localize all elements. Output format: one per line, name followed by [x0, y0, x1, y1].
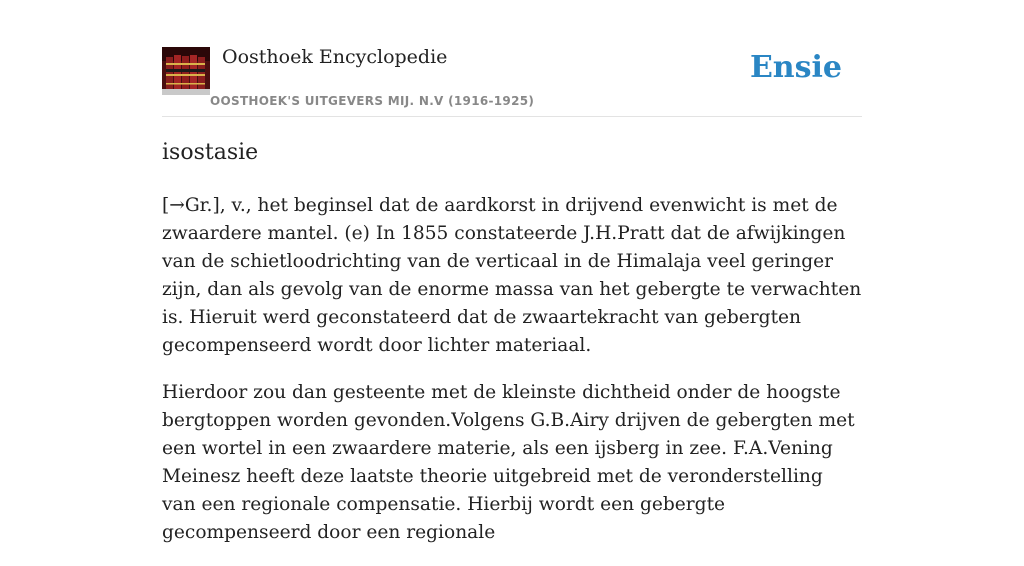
- article-body: [162, 192, 862, 566]
- book-spines-icon: [162, 47, 210, 95]
- site-header: [162, 0, 862, 117]
- brand-logo[interactable]: Ensie: [749, 50, 842, 85]
- site-name[interactable]: Oosthoek Encyclopedie: [222, 46, 448, 68]
- article-paragraph: [→Gr.], v., het beginsel dat de aardkorst in drijvend evenwicht is met de zwaardere mantel. (e) In 1855 constateerde J.H.Pratt dat de afwijkingen van de schietloodrichting van de verticaal in de Himalaja veel geringer zijn, dan als gevolg van de enorme massa van het gebergte te verwachten is. Hieruit werd geconstateerd dat de zwaartekracht van gebergten gecompenseerd wordt door lichter materiaal.: [162, 195, 862, 356]
- avatar[interactable]: [162, 47, 210, 95]
- article-title: isostasie: [162, 140, 259, 165]
- article-paragraph: Hierdoor zou dan gesteente met de kleinste dichtheid onder de hoogste bergtoppen worden gevonden.Volgens G.B.Airy drijven de gebergten met een wortel in een zwaardere materie, als een ijsberg in zee. F.A.Vening Meinesz heeft deze laatste theorie uitgebreid met de veronderstelling van een regionale compensatie. Hierbij wordt een gebergte gecompenseerd door een regionale: [162, 382, 855, 543]
- page: [162, 0, 862, 543]
- publisher-label: OOSTHOEK'S UITGEVERS MIJ. N.V (1916-1925): [210, 94, 535, 108]
